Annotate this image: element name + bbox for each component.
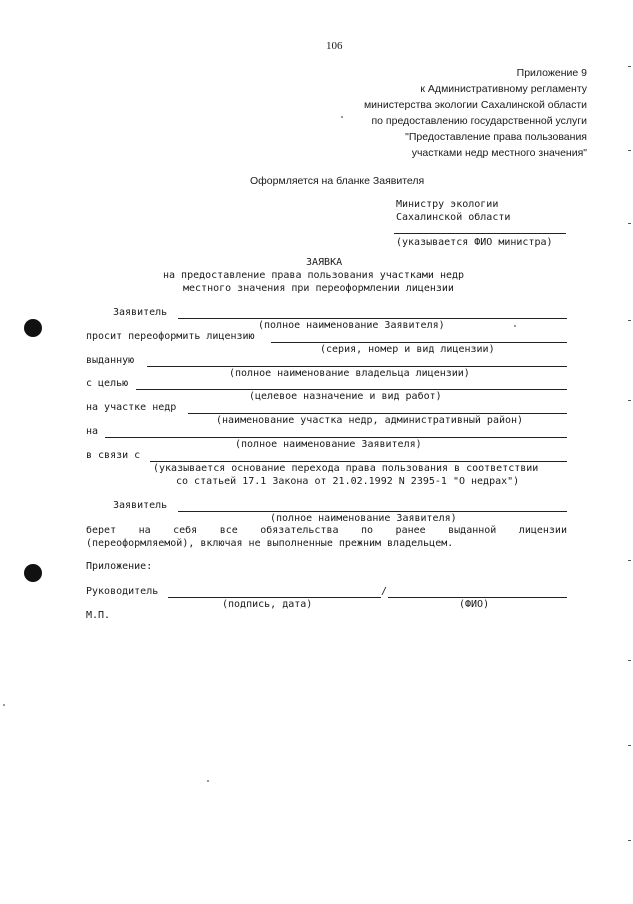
- applicant-hint: (полное наименование Заявителя): [258, 320, 445, 331]
- to-hint: (полное наименование Заявителя): [235, 439, 422, 450]
- appendix-line-1: Приложение 9: [516, 67, 587, 79]
- applicant2-hint: (полное наименование Заявителя): [270, 513, 457, 524]
- plot-hint: (наименование участка недр, административный район): [216, 415, 524, 426]
- edge-mark: [628, 400, 631, 401]
- edge-mark: [628, 560, 631, 561]
- to-label: на: [86, 426, 99, 437]
- obligation-word: берет: [86, 525, 117, 536]
- issued-label: выданную: [86, 355, 135, 366]
- to-field[interactable]: [105, 437, 567, 438]
- reason-field[interactable]: [150, 461, 567, 462]
- obligation-word: на: [138, 525, 151, 536]
- appendix-line-4: по предоставлению государственной услуги: [371, 115, 587, 127]
- attachment-label: Приложение:: [86, 561, 153, 572]
- edge-mark: [628, 660, 631, 661]
- signature-hint: (подпись, дата): [222, 599, 313, 610]
- license-field[interactable]: [271, 342, 567, 343]
- scan-speck: [3, 704, 5, 706]
- signature-label: Руководитель: [86, 586, 159, 597]
- scan-speck: [207, 780, 209, 782]
- reason-hint-2: со статьей 17.1 Закона от 21.02.1992 N 2395-1 "О недрах"): [176, 476, 520, 487]
- obligation-word: лицензии: [518, 525, 567, 536]
- reason-label: в связи с: [86, 450, 141, 461]
- purpose-label: с целью: [86, 378, 129, 389]
- scan-speck: [341, 116, 343, 118]
- license-hint: (серия, номер и вид лицензии): [320, 344, 495, 355]
- signature-field[interactable]: [168, 597, 381, 598]
- application-title-line-1: на предоставление права пользования участками недр: [163, 270, 465, 281]
- addressee-line-1: Министру экологии: [396, 199, 499, 210]
- addressee-line-2: Сахалинской области: [396, 212, 511, 223]
- obligation-line-1: [86, 525, 567, 536]
- edge-mark: [628, 223, 631, 224]
- obligation-word: все: [219, 525, 238, 536]
- edge-mark: [628, 745, 631, 746]
- obligation-word: выданной: [448, 525, 497, 536]
- issued-field[interactable]: [147, 366, 567, 367]
- appendix-line-5: "Предоставление права пользования: [405, 131, 587, 143]
- obligation-word: обязательства: [260, 525, 339, 536]
- issued-hint: (полное наименование владельца лицензии): [229, 368, 470, 379]
- addressee-hint: (указывается ФИО министра): [396, 237, 553, 248]
- applicant2-label: Заявитель: [113, 500, 168, 511]
- edge-mark: [628, 66, 631, 67]
- addressee-underline: [394, 233, 566, 234]
- edge-mark: [628, 150, 631, 151]
- appendix-line-6: участками недр местного значения": [411, 147, 587, 159]
- obligation-line-2: (переоформляемой), включая не выполненные прежним владельцем.: [86, 538, 454, 549]
- application-heading: ЗАЯВКА: [306, 257, 343, 268]
- applicant-label: Заявитель: [113, 307, 168, 318]
- applicant-field[interactable]: [178, 318, 567, 319]
- application-title-line-2: местного значения при переоформлении лицензии: [183, 283, 454, 294]
- plot-label: на участке недр: [86, 402, 177, 413]
- reason-hint-1: (указывается основание перехода права пользования в соответствии: [153, 463, 539, 474]
- full-name-field[interactable]: [388, 597, 567, 598]
- edge-mark: [628, 320, 631, 321]
- edge-mark: [628, 840, 631, 841]
- plot-field[interactable]: [188, 413, 567, 414]
- purpose-field[interactable]: [136, 389, 567, 390]
- signature-separator: /: [381, 586, 388, 597]
- scan-speck: [514, 325, 516, 327]
- obligation-word: ранее: [395, 525, 426, 536]
- applicant2-field[interactable]: [178, 511, 567, 512]
- page-number: 106: [326, 40, 343, 52]
- obligation-word: по: [361, 525, 374, 536]
- letterhead-note: Оформляется на бланке Заявителя: [250, 175, 425, 187]
- license-label: просит переоформить лицензию: [86, 331, 255, 342]
- full-name-hint: (ФИО): [459, 599, 490, 610]
- seal-label: М.П.: [86, 610, 111, 621]
- appendix-line-2: к Административному регламенту: [420, 83, 587, 95]
- appendix-line-3: министерства экологии Сахалинской области: [363, 99, 587, 111]
- purpose-hint: (целевое назначение и вид работ): [249, 391, 442, 402]
- punch-hole-bottom: [24, 564, 42, 582]
- punch-hole-top: [24, 319, 42, 337]
- obligation-word: себя: [173, 525, 198, 536]
